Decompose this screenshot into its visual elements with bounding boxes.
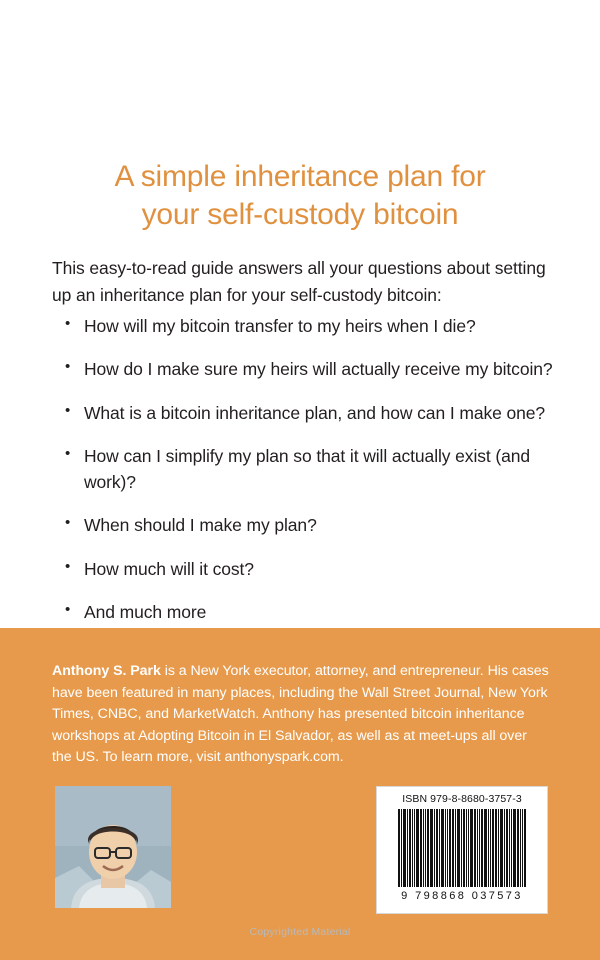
author-name: Anthony S. Park (52, 663, 161, 679)
list-item: • How can I simplify my plan so that it will actually exist (and work)? (52, 443, 562, 496)
list-item: • What is a bitcoin inheritance plan, and how can I make one? (52, 400, 562, 426)
copyright-watermark-bottom: Copyrighted Material (249, 926, 351, 938)
page-title-line-1: A simple inheritance plan for (114, 160, 486, 193)
barcode-bars (385, 809, 539, 887)
list-item: • And much more (52, 599, 562, 625)
barcode-block (376, 786, 548, 914)
author-photo (55, 786, 171, 908)
list-item: • When should I make my plan? (52, 512, 562, 538)
author-bio-text: is a New York executor, attorney, and entrepreneur. His cases have been featured in many places, including the Wall Street Journal, New York Times, CNBC, and MarketWatch. Anthony has presented bitcoin inheritance workshops at Adopting Bitcoin in El Salvador, as well as at meet-ups all over the US. To learn more, visit anthonyspark.com. (52, 663, 549, 766)
list-item: • How much will it cost? (52, 556, 562, 582)
author-panel (0, 628, 600, 960)
page-title-line-2: your self-custody bitcoin (141, 198, 459, 232)
intro-paragraph: This easy-to-read guide answers all your questions about setting up an inheritance plan for your self-custody bitcoin: (52, 258, 546, 306)
list-item: • How do I make sure my heirs will actually receive my bitcoin? (52, 356, 562, 382)
question-list (52, 313, 562, 642)
isbn-text: ISBN 979-8-8680-3757-3 (402, 793, 522, 805)
page-title (50, 158, 550, 235)
portrait-illustration (55, 786, 171, 908)
barcode-digits: 9 798868 037573 (401, 890, 523, 902)
list-item: • How will my bitcoin transfer to my heirs when I die? (52, 313, 562, 339)
author-bio (52, 661, 549, 769)
